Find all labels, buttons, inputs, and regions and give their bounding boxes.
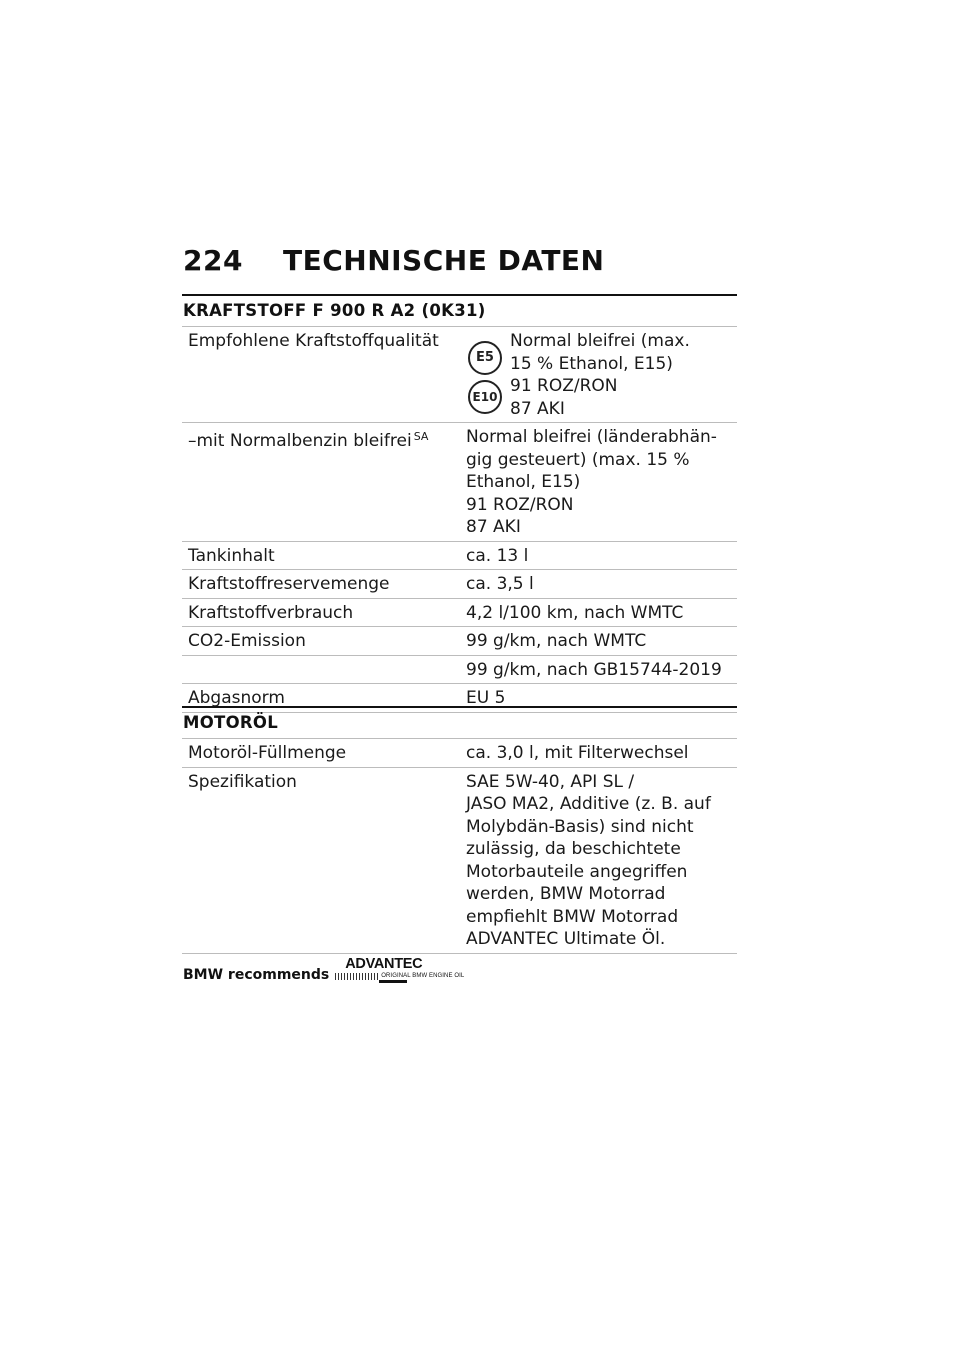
fuel-quality-label: Empfohlene Kraftstoffqualität — [188, 331, 439, 351]
emission-standard-label: Abgasnorm — [188, 688, 285, 708]
barcode-ticks-icon — [335, 973, 379, 980]
normal-fuel-line: 87 AKI — [466, 517, 521, 537]
advantec-subtitle: ORIGINAL BMW ENGINE OIL — [381, 972, 465, 979]
oil-spec-label: Spezifikation — [188, 771, 297, 792]
oil-spec-line: Molybdän-Basis) sind nicht — [466, 816, 694, 837]
fuel-consumption-value: 4,2 l/100 km, nach WMTC — [466, 602, 684, 623]
table-row — [182, 541, 737, 570]
oil-fill-label: Motoröl-Füllmenge — [188, 743, 347, 763]
fuel-quality-row — [182, 326, 737, 422]
fuel-section-title: KRAFTSTOFF F 900 R A2 (0K31) — [182, 294, 737, 326]
co2-emission-gb-value: 99 g/km, nach GB15744-2019 — [466, 659, 722, 680]
table-row — [182, 598, 737, 627]
oil-spec-value — [460, 768, 737, 953]
table-row — [182, 767, 737, 954]
page-number: 224 — [183, 244, 243, 277]
e10-badge-icon: E10 — [468, 380, 502, 414]
chapter-title: TECHNISCHE DATEN — [283, 244, 605, 277]
normal-fuel-label — [182, 423, 460, 541]
table-row — [182, 626, 737, 655]
fuel-badges — [466, 330, 506, 420]
normal-fuel-line: Normal bleifrei (länderabhän- — [466, 427, 717, 447]
oil-section — [182, 706, 737, 954]
fuel-quality-line: 15 % Ethanol, E15) — [510, 353, 673, 374]
fuel-quality-value — [460, 327, 737, 422]
tank-capacity-value: ca. 13 l — [466, 545, 529, 566]
advantec-logo — [335, 958, 464, 983]
normal-fuel-line: gig gesteuert) (max. 15 % — [466, 449, 690, 470]
page-header — [183, 244, 604, 277]
fuel-consumption-label: Kraftstoffverbrauch — [188, 602, 354, 623]
table-row — [182, 569, 737, 598]
oil-spec-line: ADVANTEC Ultimate Öl. — [466, 929, 666, 949]
fuel-reserve-value: ca. 3,5 l — [466, 574, 534, 594]
fuel-quality-line: Normal bleifrei (max. — [510, 331, 690, 351]
table-row — [182, 655, 737, 684]
normal-fuel-line: 91 ROZ/RON — [466, 494, 574, 515]
fuel-quality-line: 91 ROZ/RON — [510, 376, 618, 396]
oil-spec-line: zulässig, da beschichtete — [466, 839, 681, 859]
oil-fill-value: ca. 3,0 l, mit Filterwechsel — [466, 743, 689, 763]
normal-fuel-label-text: –mit Normalbenzin bleifrei — [188, 431, 412, 451]
oil-spec-line: Motorbauteile angegriffen — [466, 861, 688, 882]
logo-underline-bar — [379, 980, 407, 983]
table-row — [182, 738, 737, 767]
co2-emission-label-empty — [182, 656, 460, 684]
e5-badge-icon: E5 — [468, 341, 502, 375]
advantec-recommendation — [183, 958, 464, 983]
co2-emission-label: CO2-Emission — [188, 631, 306, 651]
sa-superscript: SA — [413, 430, 429, 443]
normal-fuel-value — [460, 423, 737, 541]
emission-standard-value: EU 5 — [466, 688, 506, 708]
advantec-brand: ADVANTEC — [345, 956, 423, 972]
normal-fuel-line: Ethanol, E15) — [466, 472, 581, 492]
oil-spec-line: JASO MA2, Additive (z. B. auf — [466, 794, 711, 814]
fuel-reserve-label: Kraftstoffreservemenge — [188, 574, 390, 594]
oil-spec-line: SAE 5W-40, API SL / — [466, 771, 635, 792]
co2-emission-value: 99 g/km, nach WMTC — [466, 631, 647, 651]
fuel-section — [182, 294, 737, 713]
oil-spec-line: empfiehlt BMW Motorrad — [466, 906, 679, 927]
bmw-recommends-text: BMW recommends — [183, 967, 330, 983]
fuel-quality-line: 87 AKI — [510, 398, 565, 419]
oil-section-title: MOTORÖL — [182, 706, 737, 738]
normal-fuel-row — [182, 422, 737, 541]
oil-spec-line: werden, BMW Motorrad — [466, 884, 666, 904]
tank-capacity-label: Tankinhalt — [188, 545, 275, 566]
